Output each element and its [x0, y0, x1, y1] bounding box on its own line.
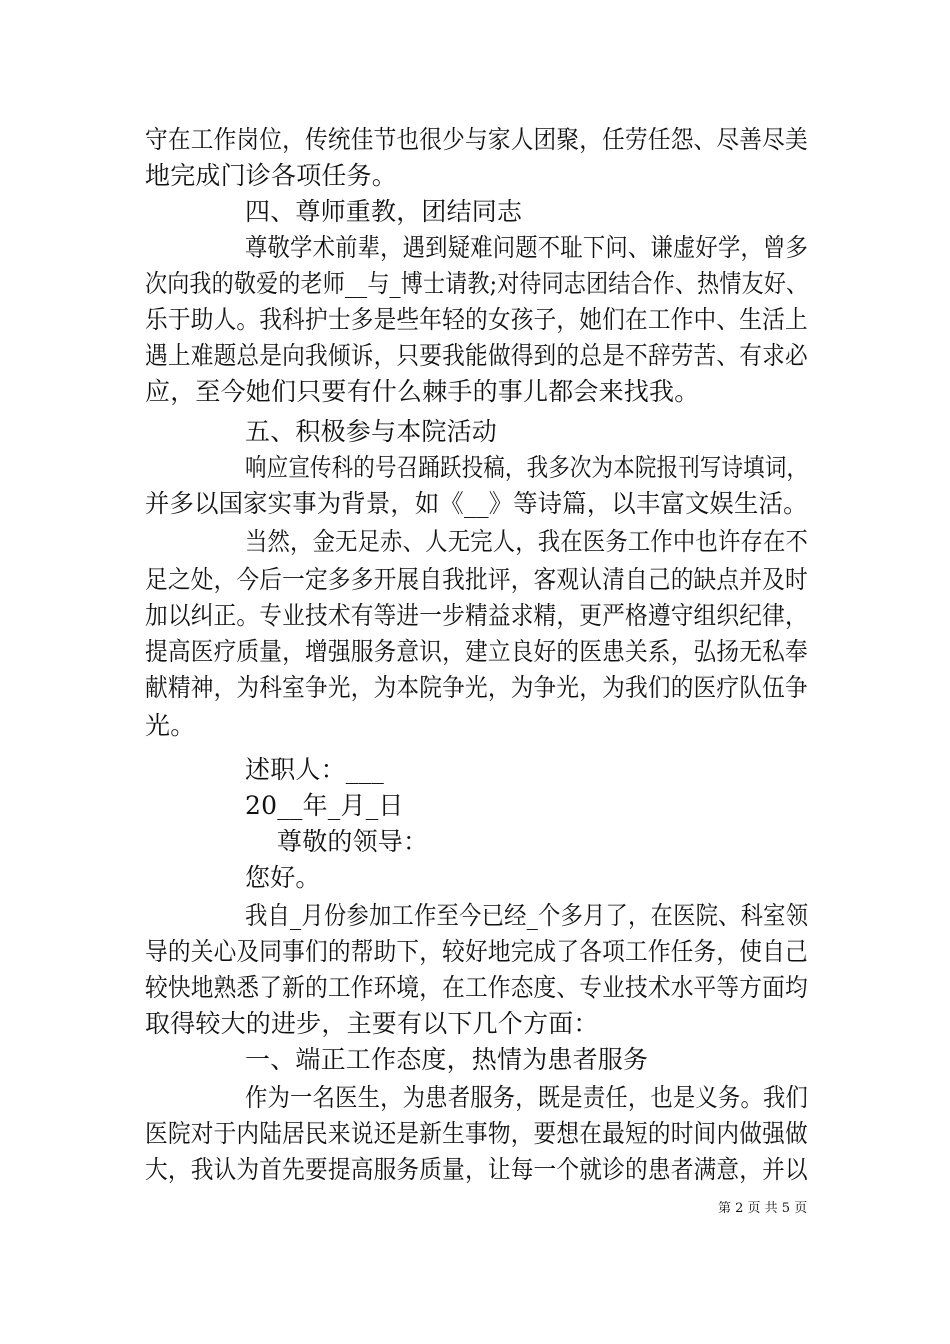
section-heading: 四、尊师重教，团结同志: [245, 197, 523, 226]
signature-line: 述职人：___: [245, 755, 384, 784]
text-line: 提高医疗质量，增强服务意识，建立良好的医患关系，弘扬无私奉: [145, 637, 808, 666]
text-line: 尊敬学术前辈，遇到疑难问题不耻下问、谦虚好学，曾多: [245, 233, 809, 262]
salutation: 尊敬的领导：: [277, 827, 429, 856]
text-line: 大，我认为首先要提高服务质量，让每一个就诊的患者满意，并以: [145, 1155, 808, 1184]
text-line: 献精神，为科室争光，为本院争光，为争光，为我们的医疗队伍争: [145, 673, 808, 702]
date-line: 20__年_月_日: [245, 791, 404, 820]
text-line: 当然，金无足赤、人无完人，我在医务工作中也许存在不: [245, 527, 809, 556]
text-line: 光。: [145, 711, 196, 740]
text-line: 加以纠正。专业技术有等进一步精益求精，更严格遵守组织纪律，: [145, 601, 808, 630]
section-heading: 一、端正工作态度，热情为患者服务: [245, 1045, 649, 1074]
greeting: 您好。: [245, 863, 321, 892]
text-line: 我自_月份参加工作至今已经_个多月了，在医院、科室领: [245, 901, 809, 930]
text-line: 地完成门诊各项任务。: [145, 161, 398, 190]
text-line: 次向我的敬爱的老师__与_博士请教;对待同志团结合作、热情友好、: [145, 269, 809, 298]
text-line: 取得较大的进步，主要有以下几个方面：: [145, 1009, 599, 1038]
text-line: 并多以国家实事为背景，如《__》等诗篇，以丰富文娱生活。: [145, 489, 808, 518]
text-line: 较快地熟悉了新的工作环境，在工作态度、专业技术水平等方面均: [145, 973, 808, 1002]
text-line: 守在工作岗位，传统佳节也很少与家人团聚，任劳任怨、尽善尽美: [145, 125, 808, 154]
text-line: 响应宣传科的号召踊跃投稿，我多次为本院报刊写诗填词，: [245, 453, 809, 482]
section-heading: 五、积极参与本院活动: [245, 417, 498, 446]
text-line: 足之处，今后一定多多开展自我批评，客观认清自己的缺点并及时: [145, 565, 808, 594]
text-line: 导的关心及同事们的帮助下，较好地完成了各项工作任务，使自己: [145, 937, 808, 966]
text-line: 应，至今她们只要有什么棘手的事儿都会来找我。: [145, 377, 700, 406]
text-line: 作为一名医生，为患者服务，既是责任，也是义务。我们: [245, 1083, 809, 1112]
text-line: 乐于助人。我科护士多是些年轻的女孩子，她们在工作中、生活上: [145, 305, 808, 334]
text-line: 医院对于内陆居民来说还是新生事物，要想在最短的时间内做强做: [145, 1119, 808, 1148]
text-line: 遇上难题总是向我倾诉，只要我能做得到的总是不辞劳苦、有求必: [145, 341, 808, 370]
page-number: 第 2 页 共 5 页: [718, 1201, 808, 1216]
